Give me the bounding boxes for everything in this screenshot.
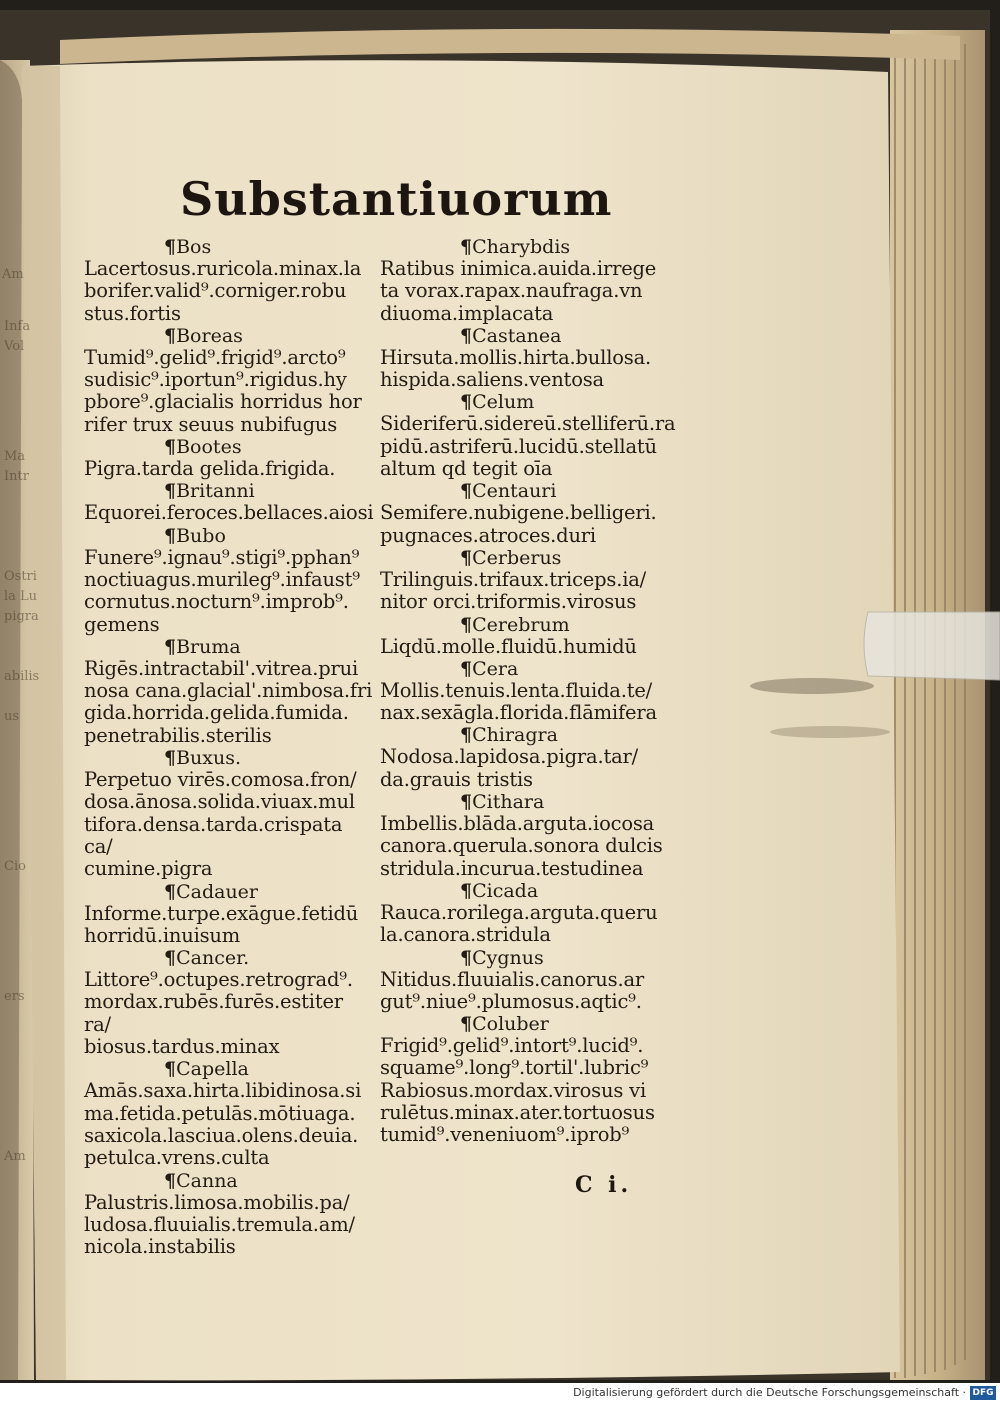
pilcrow-icon: ¶ bbox=[164, 524, 177, 547]
entry bbox=[84, 636, 374, 747]
entry-head: Britanni bbox=[176, 480, 255, 503]
pilcrow-icon: ¶ bbox=[460, 324, 473, 347]
pilcrow-icon: ¶ bbox=[164, 1058, 177, 1081]
svg-text:Intr: Intr bbox=[4, 469, 29, 484]
entry-text: Semifere.nubigene.belligeri. pugnaces.atroces.duri bbox=[380, 501, 657, 547]
pilcrow-icon: ¶ bbox=[164, 880, 177, 903]
pilcrow-icon: ¶ bbox=[460, 791, 473, 814]
entry-head: Boreas bbox=[176, 324, 243, 347]
entry-text: Palustris.limosa.mobilis.pa/ ludosa.fluuialis.tremula.am/ nicola.instabilis bbox=[84, 1190, 355, 1259]
pilcrow-icon: ¶ bbox=[460, 657, 473, 680]
entry bbox=[84, 436, 374, 480]
pilcrow-icon: ¶ bbox=[460, 391, 473, 414]
entry bbox=[84, 525, 374, 636]
right-column bbox=[380, 236, 680, 1147]
pilcrow-icon: ¶ bbox=[460, 480, 473, 503]
svg-text:Am: Am bbox=[4, 1149, 26, 1164]
entry-text: Amās.saxa.hirta.libidinosa.si ma.fetida.petulās.mōtiuaga. saxicola.lasciua.olens.deuia. petulca.vrens.culta bbox=[84, 1079, 362, 1170]
pilcrow-icon: ¶ bbox=[164, 635, 177, 658]
entry bbox=[84, 947, 374, 1058]
entry-head: Cadauer bbox=[176, 880, 259, 903]
svg-text:Am: Am bbox=[2, 267, 24, 282]
entry-text: Lacertosus.ruricola.minax.la borifer.valid⁹.corniger.robu stus.fortis bbox=[84, 257, 362, 325]
svg-text:us: us bbox=[4, 709, 20, 724]
entry-head: Buxus. bbox=[176, 747, 242, 770]
entry-head: Celum bbox=[472, 391, 535, 414]
entry-text: Imbellis.blāda.arguta.iocosa canora.querula.sonora dulcis stridula.incurua.testudinea bbox=[380, 812, 663, 880]
pilcrow-icon: ¶ bbox=[164, 324, 177, 347]
page-title: Substantiuorum bbox=[180, 172, 613, 226]
entry-head: Coluber bbox=[472, 1013, 549, 1036]
svg-text:pigra: pigra bbox=[4, 609, 39, 624]
pilcrow-icon: ¶ bbox=[164, 436, 177, 459]
svg-text:abilis: abilis bbox=[4, 669, 40, 684]
entry-head: Bubo bbox=[176, 524, 226, 547]
entry bbox=[84, 480, 374, 524]
pilcrow-icon: ¶ bbox=[164, 1169, 177, 1192]
entry-text: Liqdū.molle.fluidū.humidū bbox=[380, 634, 637, 658]
svg-text:Ostri: Ostri bbox=[4, 569, 37, 584]
entry-head: Capella bbox=[176, 1058, 249, 1081]
entry bbox=[84, 1058, 374, 1169]
entry-text: Equorei.feroces.bellaces.aiosi bbox=[84, 501, 374, 525]
entry-text: Funere⁹.ignau⁹.stigi⁹.pphan⁹ noctiuagus.murileg⁹.infaust⁹ cornutus.nocturn⁹.improb⁹. gemens bbox=[84, 545, 360, 636]
svg-text:Cio: Cio bbox=[4, 859, 26, 874]
entry-text: Pigra.tarda gelida.frigida. bbox=[84, 457, 336, 481]
entry-head: Cera bbox=[472, 657, 519, 680]
entry bbox=[380, 480, 680, 547]
entry-text: Perpetuo virēs.comosa.fron/ dosa.ānosa.solida.viuax.mul tifora.densa.tarda.crispata ca/ cumine.pigra bbox=[84, 768, 357, 881]
svg-text:Ma: Ma bbox=[4, 449, 26, 464]
entry bbox=[380, 391, 680, 480]
entry bbox=[84, 747, 374, 880]
footer-credit: Digitalisierung gefördert durch die Deutsche Forschungsgemeinschaft · bbox=[573, 1386, 966, 1399]
entry-text: Rigēs.intractabil'.vitrea.prui nosa cana.glacial'.nimbosa.fri gida.horrida.gelida.fumida. penetrabilis.sterilis bbox=[84, 656, 373, 747]
entry-text: Mollis.tenuis.lenta.fluida.te/ nax.sexāgla.florida.flāmifera bbox=[380, 678, 657, 725]
entry-text: Rauca.rorilega.arguta.queru la.canora.stridula bbox=[380, 900, 658, 947]
signature-mark: C i. bbox=[575, 1172, 633, 1198]
entry bbox=[380, 614, 680, 658]
entry bbox=[380, 791, 680, 880]
entry bbox=[380, 880, 680, 947]
pilcrow-icon: ¶ bbox=[460, 546, 473, 569]
left-column bbox=[84, 236, 374, 1258]
entry bbox=[84, 325, 374, 436]
entry-head: Bruma bbox=[176, 635, 241, 658]
entry bbox=[84, 1170, 374, 1259]
pilcrow-icon: ¶ bbox=[164, 236, 177, 258]
entry-text: Trilinguis.trifaux.triceps.ia/ nitor orci.triformis.virosus bbox=[380, 567, 647, 614]
entry bbox=[380, 547, 680, 614]
entry-head: Centauri bbox=[472, 480, 557, 503]
entry-head: Bos bbox=[176, 236, 212, 258]
entry bbox=[380, 1013, 680, 1146]
entry-head: Cicada bbox=[472, 879, 539, 902]
entry-text: Nitidus.fluuialis.canorus.ar gut⁹.niue⁹.plumosus.aqtic⁹. bbox=[380, 967, 645, 1013]
pilcrow-icon: ¶ bbox=[460, 724, 473, 747]
entry-head: Castanea bbox=[472, 324, 562, 347]
entry-head: Cithara bbox=[472, 791, 545, 814]
entry-head: Charybdis bbox=[472, 236, 571, 258]
svg-text:ers: ers bbox=[4, 989, 25, 1004]
entry bbox=[380, 947, 680, 1014]
entry-head: Cerberus bbox=[472, 546, 562, 569]
pilcrow-icon: ¶ bbox=[460, 613, 473, 636]
pilcrow-icon: ¶ bbox=[164, 947, 177, 970]
entry-text: Hirsuta.mollis.hirta.bullosa. hispida.saliens.ventosa bbox=[380, 345, 651, 392]
entry-head: Cerebrum bbox=[472, 613, 570, 636]
pilcrow-icon: ¶ bbox=[460, 236, 473, 258]
dfg-logo-icon: DFG bbox=[970, 1386, 996, 1400]
entry-text: Frigid⁹.gelid⁹.intort⁹.lucid⁹. squame⁹.long⁹.tortil'.lubric⁹ Rabiosus.mordax.virosus vi rulētus.minax.ater.tortuosus tumid⁹.veneniuom⁹.iprob⁹ bbox=[380, 1034, 655, 1147]
pilcrow-icon: ¶ bbox=[460, 946, 473, 969]
entry-text: Informe.turpe.exāgue.fetidū horridū.inuisum bbox=[84, 901, 359, 947]
pilcrow-icon: ¶ bbox=[164, 480, 177, 503]
pilcrow-icon: ¶ bbox=[164, 747, 177, 770]
entry bbox=[380, 236, 680, 325]
svg-text:Infa: Infa bbox=[4, 319, 31, 334]
svg-text:la Lu: la Lu bbox=[4, 589, 38, 604]
pilcrow-icon: ¶ bbox=[460, 879, 473, 902]
entry-text: Tumid⁹.gelid⁹.frigid⁹.arcto⁹ sudisic⁹.iportun⁹.rigidus.hy pbore⁹.glacialis horridus hor rifer trux seuus nubifugus bbox=[84, 345, 362, 436]
entry-head: Cancer. bbox=[176, 947, 250, 970]
entry-head: Canna bbox=[176, 1169, 238, 1192]
entry bbox=[84, 881, 374, 948]
entry-head: Bootes bbox=[176, 436, 242, 459]
footer-bar bbox=[0, 1383, 1000, 1404]
entry bbox=[84, 236, 374, 325]
pilcrow-icon: ¶ bbox=[460, 1013, 473, 1036]
entry-head: Chiragra bbox=[472, 724, 558, 747]
entry-text: Littore⁹.octupes.retrograd⁹. mordax.rubēs.furēs.estiter ra/ biosus.tardus.minax bbox=[84, 968, 353, 1059]
entry bbox=[380, 658, 680, 725]
entry bbox=[380, 325, 680, 392]
entry-text: Sideriferū.sidereū.stelliferū.ra pidū.astriferū.lucidū.stellatū altum qd tegit oīa bbox=[380, 412, 676, 481]
entry-text: Nodosa.lapidosa.pigra.tar/ da.grauis tristis bbox=[380, 745, 638, 791]
svg-text:Vol: Vol bbox=[4, 339, 25, 354]
entry-text: Ratibus inimica.auida.irrege ta vorax.rapax.naufraga.vn diuoma.implacata bbox=[380, 257, 657, 325]
entry-head: Cygnus bbox=[472, 946, 544, 969]
entry bbox=[380, 724, 680, 791]
